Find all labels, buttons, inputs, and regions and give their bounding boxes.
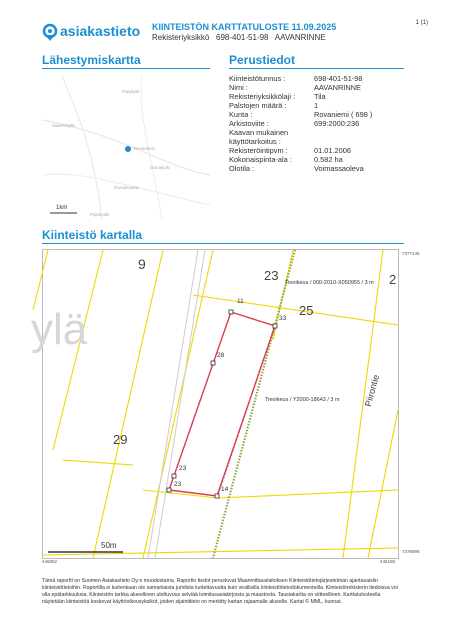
- page-number: 1 (1): [415, 20, 428, 26]
- map-place-label: ylä: [31, 305, 88, 354]
- minimap-place-label: Ounasjoki: [150, 165, 171, 170]
- info-value: 1: [314, 101, 319, 110]
- document-title: KIINTEISTÖN KARTTATULOSTE 11.09.2025: [152, 22, 337, 32]
- registry-id: 698-401-51-98: [216, 33, 269, 42]
- info-value: 698-401-51-98: [314, 74, 363, 83]
- nearby-map-heading: Lähestymiskartta: [42, 53, 141, 67]
- easement-label: Tieoikeus / 000-2010-X050955 / 3 m: [285, 280, 374, 286]
- boundary-point-label: 14: [221, 486, 229, 493]
- basic-info-rule: [229, 68, 404, 69]
- info-label: Nimi :: [229, 83, 248, 92]
- info-value: AAVANRINNE: [314, 83, 361, 92]
- brand-logo-text: asiakastieto: [60, 23, 141, 39]
- property-map[interactable]: [31, 249, 399, 559]
- minimap-place-label: Rovaniemi: [134, 146, 156, 151]
- property-name: AAVANRINNE: [274, 33, 326, 42]
- info-label: Kiinteistötunnus :: [229, 74, 286, 83]
- info-label: Olotila :: [229, 164, 255, 173]
- location-marker-icon: [125, 146, 131, 152]
- parcel-number: 23: [264, 268, 279, 283]
- minimap-scale-label: 1km: [56, 205, 68, 211]
- map-coordinate: 446198: [380, 559, 396, 564]
- info-value: 01.01.2006: [314, 146, 351, 155]
- parcel-number: 2: [389, 272, 397, 287]
- minimap-place-label: Pajukylä: [122, 89, 140, 94]
- easement-label: Tieoikeus / Y2000-18643 / 3 m: [265, 397, 340, 403]
- map-pin-icon: [42, 24, 58, 42]
- info-label: Kokonaispinta-ala :: [229, 155, 292, 164]
- info-label: Rekisteröintipvm :: [229, 146, 288, 155]
- property-map-heading: Kiinteistö kartalla: [42, 228, 143, 242]
- info-value: Tila: [314, 92, 326, 101]
- basic-info-heading: Perustiedot: [229, 53, 296, 67]
- boundary-point-label: 23: [179, 465, 187, 472]
- disclaimer-text: Tämä raportti on Suomen Asiakastieto Oy:n muodostama. Raportin tiedot perustuvat Maanmittauslaitoksen Kiinteistötietojärjestelmän ajantasaisiin kiinteistötietoihin. Raportilla ei kuitenkaan ole samanlaista juridista luotettavuutta kuin virallisilla kiinteistötietodokumenteilla. Kiinteistörekisterin tiedoissa voi olla epätarkkuuksia. Kiinteistön tarkka alueellinen ulottuvuus selviää toimitusasiakirjoista ja maastosta. Taustakartta on viitteellinen. Karttatulosteella näytetään kiinteistöä koskevat käyttöoikeusyksiköt, joiden sijaintitieto on merkitty kartan rajaamalle alueelle. Kartat © MML, kunnat.: [42, 578, 398, 605]
- nearby-map-graphic: [42, 75, 210, 220]
- parcel-number: 25: [299, 303, 314, 318]
- map-scale-label: 50m: [101, 541, 117, 550]
- parcel-number: 29: [113, 432, 128, 447]
- info-label: Kunta :: [229, 110, 253, 119]
- info-label: Palstojen määrä :: [229, 101, 287, 110]
- property-map-rule: [42, 243, 404, 244]
- info-value: 699:2000:236: [314, 119, 360, 128]
- document-subtitle: [152, 33, 326, 42]
- map-coordinate: 7376998: [402, 549, 420, 554]
- nearby-map[interactable]: [42, 75, 210, 220]
- registry-label: Rekisteriyksikkö: [152, 33, 210, 42]
- boundary-point-label: 33: [279, 315, 287, 322]
- minimap-place-label: Pajukoski: [90, 212, 110, 217]
- info-value: 0.582 ha: [314, 155, 343, 164]
- minimap-place-label: Saarenkylä: [52, 123, 75, 128]
- nearby-map-rule: [42, 68, 210, 69]
- info-value: Rovaniemi ( 698 ): [314, 110, 373, 119]
- map-coordinate: 446052: [42, 559, 58, 564]
- info-label: Arkistoviite :: [229, 119, 269, 128]
- boundary-point-label: 23: [174, 481, 182, 488]
- info-label: Rekisteriyksikkölaji :: [229, 92, 296, 101]
- road-name-label: Piirontie: [363, 373, 382, 408]
- boundary-point-label: 11: [237, 298, 244, 305]
- boundary-point-label: 28: [217, 352, 225, 359]
- map-coordinate: 7377146: [402, 251, 420, 256]
- parcel-number: 9: [138, 256, 146, 272]
- info-label: Kaavan mukainen: [229, 128, 289, 137]
- info-value: Voimassaoleva: [314, 164, 364, 173]
- minimap-place-label: Ounasvaara: [114, 185, 139, 190]
- property-map-graphic: [43, 250, 398, 558]
- info-label: käyttötarkoitus :: [229, 137, 281, 146]
